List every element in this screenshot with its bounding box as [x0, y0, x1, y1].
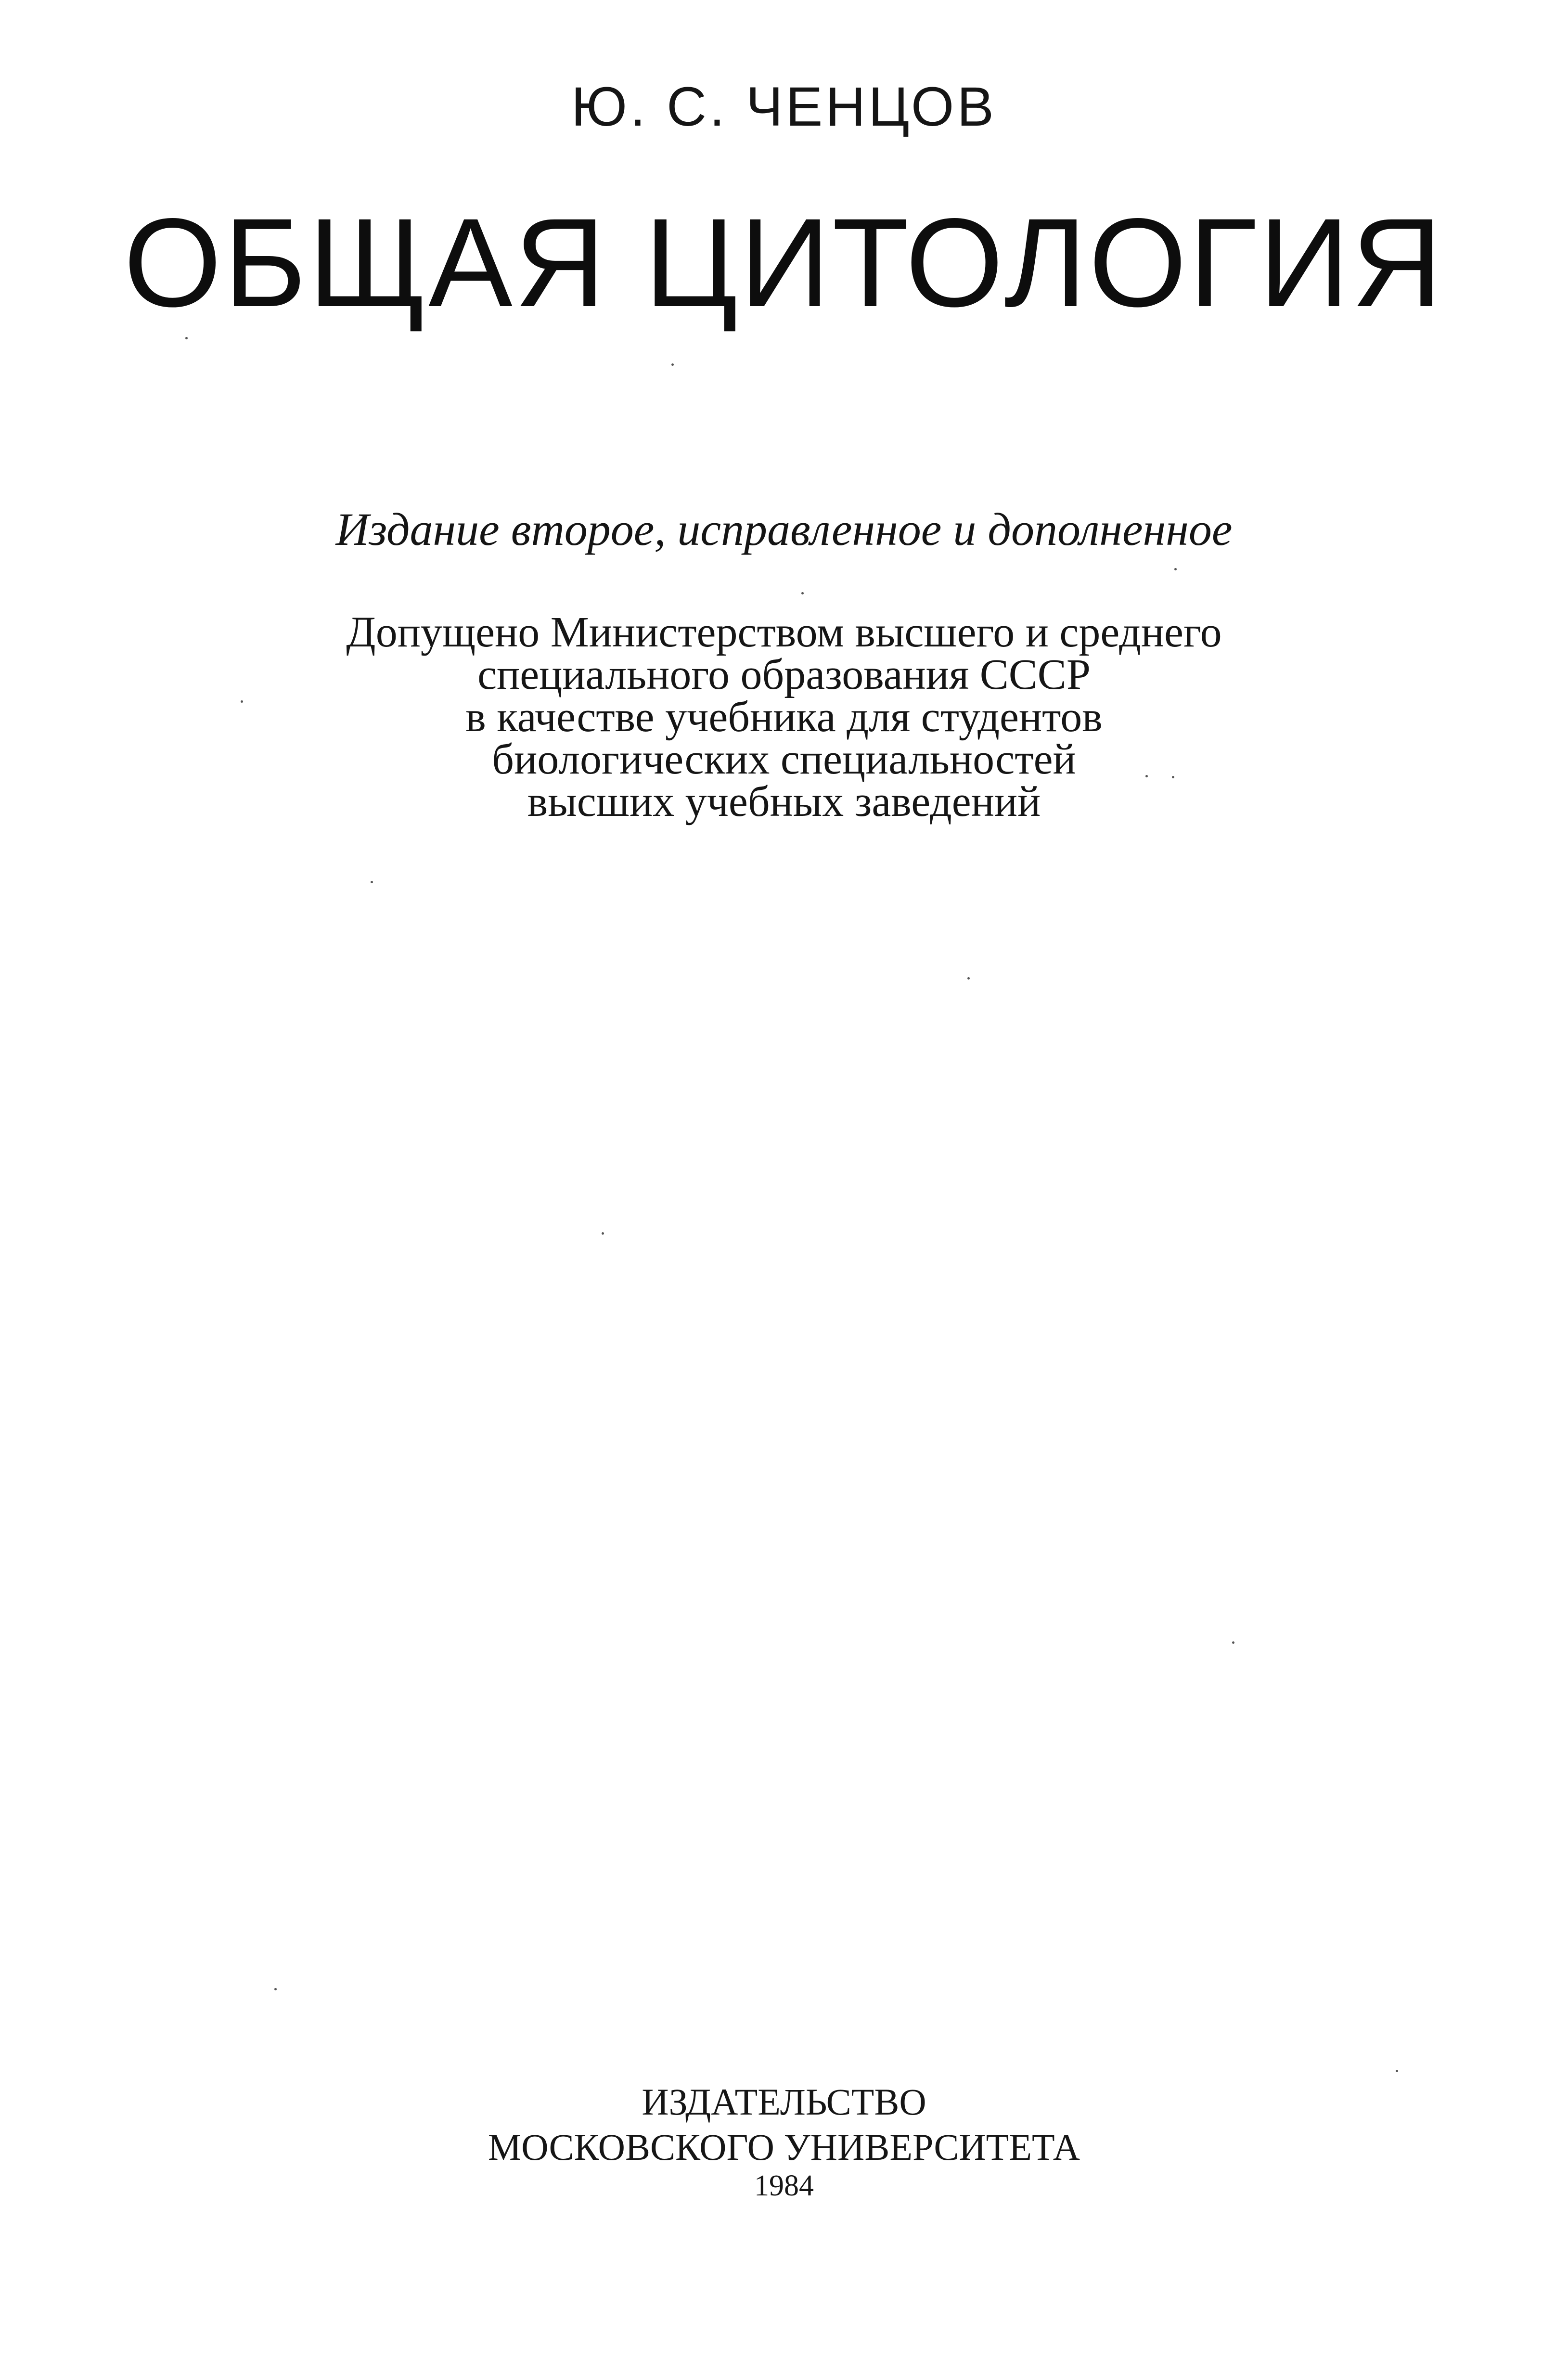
scan-speck	[274, 1988, 277, 1990]
book-title: ОБЩАЯ ЦИТОЛОГИЯ	[123, 192, 1445, 333]
scan-speck	[1174, 568, 1177, 570]
scan-speck	[671, 363, 674, 366]
scan-speck	[801, 592, 804, 594]
approval-line: Допущено Министерством высшего и среднего	[346, 608, 1222, 656]
approval-line: биологических специальностей	[492, 735, 1076, 783]
publisher-line: ИЗДАТЕЛЬСТВО	[642, 2081, 926, 2123]
scan-speck	[1396, 2070, 1398, 2072]
scan-speck	[241, 700, 243, 703]
approval-statement	[0, 608, 1568, 826]
scan-speck	[1145, 775, 1148, 777]
scan-speck	[967, 977, 970, 980]
publisher-line: МОСКОВСКОГО УНИВЕРСИТЕТА	[488, 2126, 1080, 2168]
approval-line: в качестве учебника для студентов	[465, 693, 1103, 741]
scan-speck	[1172, 776, 1174, 778]
publisher-name	[0, 2079, 1568, 2170]
scan-speck	[602, 1232, 604, 1235]
scan-speck	[1232, 1641, 1234, 1644]
scan-speck	[371, 881, 373, 883]
publication-year: 1984	[754, 2169, 814, 2202]
edition-note: Издание второе, исправленное и дополненное	[335, 503, 1233, 555]
author-name: Ю. С. ЧЕНЦОВ	[571, 76, 997, 138]
scan-speck	[185, 337, 188, 339]
approval-line: специального образования СССР	[477, 651, 1091, 698]
approval-line: высших учебных заведений	[527, 778, 1041, 826]
